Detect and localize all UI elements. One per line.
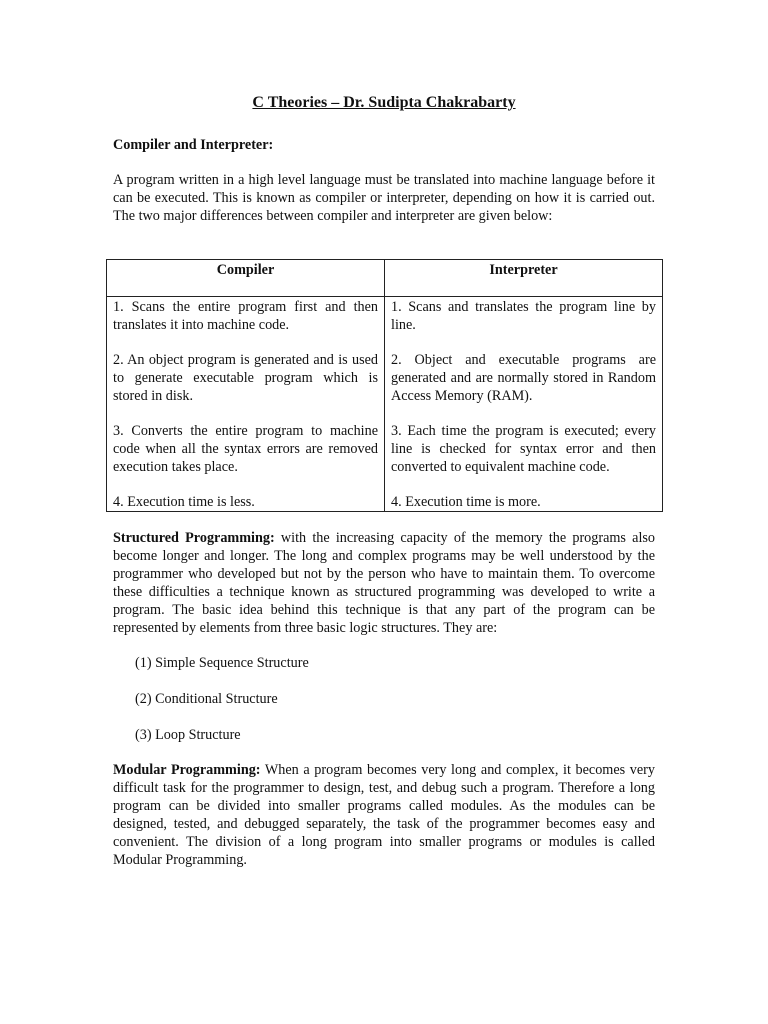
section-heading-compiler-interpreter: Compiler and Interpreter: [113, 137, 274, 153]
compiler-point-4: 4. Execution time is less. [113, 494, 255, 510]
interpreter-point-2: 2. Object and executable programs are generated and are normally stored in Random Access Memory (RAM). [391, 352, 656, 404]
structured-programming-text: with the increasing capacity of the memory the programs also become longer and longer. The long and complex programs may be well understood by the programmer who developed but not by the person who have to maintain them. To overcome these difficulties a technique known as structured programming was developed to write a program. The basic idea behind this technique is that any part of the program can be represented by elements from three basic logic structures. They are: [113, 530, 655, 636]
interpreter-point-4: 4. Execution time is more. [391, 494, 541, 510]
interpreter-cell [385, 297, 663, 512]
structured-programming-paragraph [113, 529, 655, 637]
column-header-interpreter: Interpreter [385, 260, 663, 297]
column-header-compiler: Compiler [107, 260, 385, 297]
list-item: (1) Simple Sequence Structure [135, 655, 309, 671]
page-title: C Theories – Dr. Sudipta Chakrabarty [252, 94, 516, 111]
structured-programming-label: Structured Programming: [113, 530, 275, 546]
comparison-table [106, 259, 663, 512]
table-header-row [107, 260, 663, 297]
interpreter-point-3: 3. Each time the program is executed; every line is checked for syntax error and then converted to equivalent machine code. [391, 423, 656, 475]
modular-programming-text: When a program becomes very long and complex, it becomes very difficult task for the programmer to design, test, and debug such a program. Therefore a long program can be divided into smaller programs called modules. As the modules can be designed, tested, and debugged separately, the task of the programmer becomes easy and convenient. The division of a long program into smaller programs or modules is called Modular Programming. [113, 762, 655, 868]
compiler-point-3: 3. Converts the entire program to machine code when all the syntax errors are removed execution takes place. [113, 423, 378, 475]
compiler-cell [107, 297, 385, 512]
compiler-point-2: 2. An object program is generated and is used to generate executable program which is stored in disk. [113, 352, 378, 404]
compiler-point-1: 1. Scans the entire program first and then translates it into machine code. [113, 299, 378, 333]
table-row [107, 297, 663, 512]
modular-programming-paragraph [113, 761, 655, 869]
list-item: (2) Conditional Structure [135, 691, 278, 707]
intro-paragraph: A program written in a high level language must be translated into machine language before it can be executed. This is known as compiler or interpreter, depending on how it is carried out. The two major differences between compiler and interpreter are given below: [113, 172, 655, 224]
interpreter-point-1: 1. Scans and translates the program line by line. [391, 299, 656, 333]
list-item: (3) Loop Structure [135, 727, 241, 743]
modular-programming-label: Modular Programming: [113, 762, 261, 778]
